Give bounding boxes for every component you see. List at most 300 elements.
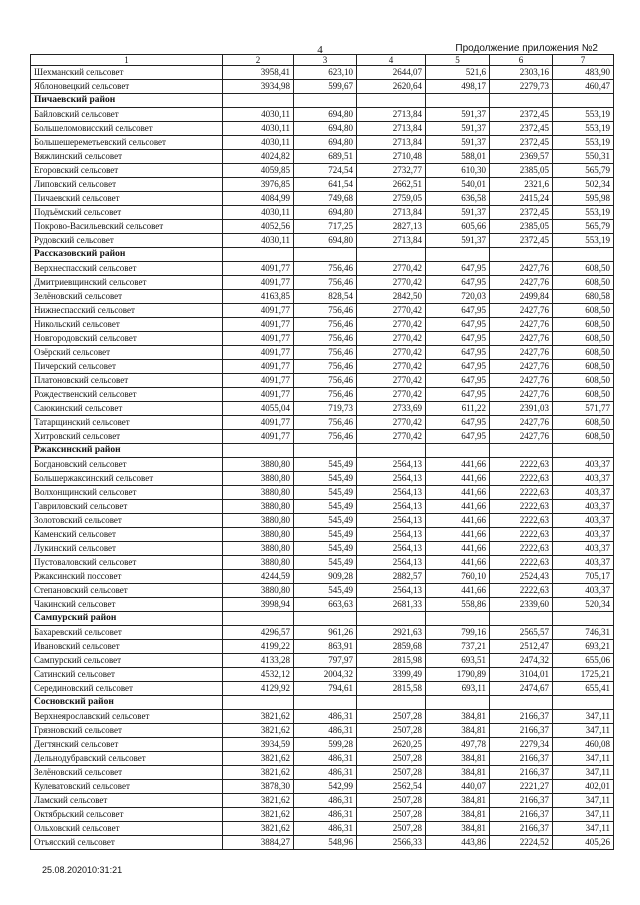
value-cell: 4030,11 xyxy=(223,206,294,220)
value-cell: 2222,63 xyxy=(490,472,553,486)
table-body xyxy=(31,66,614,850)
value-cell: 347,11 xyxy=(553,766,614,780)
empty-cell xyxy=(294,696,357,710)
empty-cell xyxy=(553,612,614,626)
settlement-name: Новгородовский сельсовет xyxy=(31,332,223,346)
value-cell: 2859,68 xyxy=(357,640,426,654)
value-cell: 605,66 xyxy=(426,220,490,234)
empty-cell xyxy=(357,444,426,458)
value-cell: 647,95 xyxy=(426,430,490,444)
value-cell: 2222,63 xyxy=(490,514,553,528)
value-cell: 2372,45 xyxy=(490,108,553,122)
empty-cell xyxy=(294,444,357,458)
value-cell: 2221,27 xyxy=(490,780,553,794)
table-row xyxy=(31,542,614,556)
table-row xyxy=(31,346,614,360)
value-cell: 502,34 xyxy=(553,178,614,192)
settlement-name: Ржаксинский поссовет xyxy=(31,570,223,584)
value-cell: 694,80 xyxy=(294,234,357,248)
value-cell: 2427,76 xyxy=(490,416,553,430)
value-cell: 3958,41 xyxy=(223,66,294,80)
empty-cell xyxy=(553,94,614,108)
empty-cell xyxy=(223,444,294,458)
value-cell: 441,66 xyxy=(426,584,490,598)
value-cell: 2842,50 xyxy=(357,290,426,304)
value-cell: 2427,76 xyxy=(490,388,553,402)
value-cell: 591,37 xyxy=(426,122,490,136)
value-cell: 545,49 xyxy=(294,472,357,486)
table-row xyxy=(31,402,614,416)
settlement-name: Бахаревский сельсовет xyxy=(31,626,223,640)
value-cell: 680,58 xyxy=(553,290,614,304)
value-cell: 2815,58 xyxy=(357,682,426,696)
footer-timestamp: 25.08.202010:31:21 xyxy=(42,865,123,875)
value-cell: 756,46 xyxy=(294,416,357,430)
table-row xyxy=(31,388,614,402)
value-cell: 756,46 xyxy=(294,332,357,346)
value-cell: 608,50 xyxy=(553,346,614,360)
value-cell: 2415,24 xyxy=(490,192,553,206)
value-cell: 2507,28 xyxy=(357,710,426,724)
value-cell: 961,26 xyxy=(294,626,357,640)
value-cell: 483,90 xyxy=(553,66,614,80)
value-cell: 558,86 xyxy=(426,598,490,612)
value-cell: 565,79 xyxy=(553,220,614,234)
value-cell: 4091,77 xyxy=(223,360,294,374)
settlement-name: Золотовский сельсовет xyxy=(31,514,223,528)
value-cell: 520,34 xyxy=(553,598,614,612)
value-cell: 2222,63 xyxy=(490,584,553,598)
value-cell: 486,31 xyxy=(294,710,357,724)
value-cell: 608,50 xyxy=(553,332,614,346)
value-cell: 694,80 xyxy=(294,108,357,122)
value-cell: 2222,63 xyxy=(490,556,553,570)
value-cell: 647,95 xyxy=(426,276,490,290)
value-cell: 2507,28 xyxy=(357,794,426,808)
column-header: 1 xyxy=(31,55,223,66)
table-row xyxy=(31,514,614,528)
tariff-table xyxy=(30,54,614,850)
value-cell: 647,95 xyxy=(426,416,490,430)
value-cell: 4199,22 xyxy=(223,640,294,654)
value-cell: 647,95 xyxy=(426,332,490,346)
empty-cell xyxy=(490,444,553,458)
value-cell: 4532,12 xyxy=(223,668,294,682)
table-row xyxy=(31,136,614,150)
value-cell: 694,80 xyxy=(294,206,357,220)
column-header: 4 xyxy=(357,55,426,66)
value-cell: 3934,98 xyxy=(223,80,294,94)
value-cell: 760,10 xyxy=(426,570,490,584)
settlement-name: Октябрьский сельсовет xyxy=(31,808,223,822)
settlement-name: Дегтянский сельсовет xyxy=(31,738,223,752)
value-cell: 2372,45 xyxy=(490,122,553,136)
value-cell: 719,73 xyxy=(294,402,357,416)
value-cell: 693,21 xyxy=(553,640,614,654)
value-cell: 403,37 xyxy=(553,584,614,598)
settlement-name: Дельнодубравский сельсовет xyxy=(31,752,223,766)
empty-cell xyxy=(357,696,426,710)
value-cell: 545,49 xyxy=(294,486,357,500)
settlement-name: Пичерский сельсовет xyxy=(31,360,223,374)
settlement-name: Байловский сельсовет xyxy=(31,108,223,122)
value-cell: 2474,67 xyxy=(490,682,553,696)
settlement-name: Шехманский сельсовет xyxy=(31,66,223,80)
value-cell: 2770,42 xyxy=(357,332,426,346)
value-cell: 2499,84 xyxy=(490,290,553,304)
empty-cell xyxy=(553,696,614,710)
value-cell: 647,95 xyxy=(426,388,490,402)
value-cell: 2279,34 xyxy=(490,738,553,752)
value-cell: 4030,11 xyxy=(223,136,294,150)
value-cell: 689,51 xyxy=(294,150,357,164)
value-cell: 2427,76 xyxy=(490,262,553,276)
value-cell: 460,08 xyxy=(553,738,614,752)
settlement-name: Подъёмский сельсовет xyxy=(31,206,223,220)
table-row xyxy=(31,682,614,696)
value-cell: 545,49 xyxy=(294,542,357,556)
value-cell: 384,81 xyxy=(426,766,490,780)
value-cell: 403,37 xyxy=(553,528,614,542)
value-cell: 595,98 xyxy=(553,192,614,206)
district-header-row xyxy=(31,612,614,626)
value-cell: 441,66 xyxy=(426,500,490,514)
value-cell: 486,31 xyxy=(294,752,357,766)
value-cell: 571,77 xyxy=(553,402,614,416)
value-cell: 2222,63 xyxy=(490,528,553,542)
district-header-row xyxy=(31,248,614,262)
value-cell: 2369,57 xyxy=(490,150,553,164)
settlement-name: Никольский сельсовет xyxy=(31,318,223,332)
value-cell: 545,49 xyxy=(294,500,357,514)
table-row xyxy=(31,752,614,766)
value-cell: 2921,63 xyxy=(357,626,426,640)
empty-cell xyxy=(426,94,490,108)
value-cell: 521,6 xyxy=(426,66,490,80)
empty-cell xyxy=(357,248,426,262)
value-cell: 608,50 xyxy=(553,318,614,332)
value-cell: 441,66 xyxy=(426,514,490,528)
value-cell: 2166,37 xyxy=(490,766,553,780)
value-cell: 693,51 xyxy=(426,654,490,668)
value-cell: 3934,59 xyxy=(223,738,294,752)
empty-cell xyxy=(426,248,490,262)
value-cell: 4030,11 xyxy=(223,108,294,122)
settlement-name: Богдановский сельсовет xyxy=(31,458,223,472)
value-cell: 403,37 xyxy=(553,458,614,472)
district-header-row xyxy=(31,444,614,458)
value-cell: 3880,80 xyxy=(223,500,294,514)
value-cell: 828,54 xyxy=(294,290,357,304)
value-cell: 2564,13 xyxy=(357,472,426,486)
value-cell: 2512,47 xyxy=(490,640,553,654)
value-cell: 647,95 xyxy=(426,360,490,374)
value-cell: 384,81 xyxy=(426,808,490,822)
settlement-name: Татарщинский сельсовет xyxy=(31,416,223,430)
settlement-name: Липовский сельсовет xyxy=(31,178,223,192)
value-cell: 611,22 xyxy=(426,402,490,416)
value-cell: 655,06 xyxy=(553,654,614,668)
value-cell: 4024,82 xyxy=(223,150,294,164)
value-cell: 717,25 xyxy=(294,220,357,234)
settlement-name: Степановский сельсовет xyxy=(31,584,223,598)
settlement-name: Волхонщинский сельсовет xyxy=(31,486,223,500)
value-cell: 720,03 xyxy=(426,290,490,304)
value-cell: 545,49 xyxy=(294,514,357,528)
value-cell: 486,31 xyxy=(294,808,357,822)
empty-cell xyxy=(223,696,294,710)
value-cell: 2564,13 xyxy=(357,556,426,570)
value-cell: 4091,77 xyxy=(223,346,294,360)
value-cell: 863,91 xyxy=(294,640,357,654)
value-cell: 3880,80 xyxy=(223,542,294,556)
value-cell: 403,37 xyxy=(553,542,614,556)
value-cell: 608,50 xyxy=(553,276,614,290)
value-cell: 2166,37 xyxy=(490,822,553,836)
value-cell: 403,37 xyxy=(553,556,614,570)
table-row xyxy=(31,808,614,822)
table-row xyxy=(31,780,614,794)
value-cell: 2770,42 xyxy=(357,276,426,290)
value-cell: 3821,62 xyxy=(223,808,294,822)
settlement-name: Нижнеспасский сельсовет xyxy=(31,304,223,318)
value-cell: 799,16 xyxy=(426,626,490,640)
value-cell: 548,96 xyxy=(294,836,357,850)
district-header-row xyxy=(31,94,614,108)
value-cell: 2620,25 xyxy=(357,738,426,752)
value-cell: 647,95 xyxy=(426,304,490,318)
value-cell: 623,10 xyxy=(294,66,357,80)
district-name: Сосновский район xyxy=(31,696,223,710)
value-cell: 756,46 xyxy=(294,346,357,360)
settlement-name: Верхнеспасский сельсовет xyxy=(31,262,223,276)
settlement-name: Лукинский сельсовет xyxy=(31,542,223,556)
value-cell: 647,95 xyxy=(426,374,490,388)
value-cell: 4091,77 xyxy=(223,416,294,430)
value-cell: 4163,85 xyxy=(223,290,294,304)
value-cell: 4030,11 xyxy=(223,122,294,136)
settlement-name: Зелёновский сельсовет xyxy=(31,766,223,780)
value-cell: 2770,42 xyxy=(357,262,426,276)
table-row xyxy=(31,206,614,220)
value-cell: 3880,80 xyxy=(223,472,294,486)
value-cell: 553,19 xyxy=(553,136,614,150)
table-row xyxy=(31,374,614,388)
value-cell: 2321,6 xyxy=(490,178,553,192)
table-row xyxy=(31,584,614,598)
value-cell: 2759,05 xyxy=(357,192,426,206)
value-cell: 2391,03 xyxy=(490,402,553,416)
table-row xyxy=(31,304,614,318)
value-cell: 4091,77 xyxy=(223,374,294,388)
value-cell: 2385,05 xyxy=(490,220,553,234)
value-cell: 440,07 xyxy=(426,780,490,794)
settlement-name: Хитровский сельсовет xyxy=(31,430,223,444)
value-cell: 599,67 xyxy=(294,80,357,94)
empty-cell xyxy=(357,94,426,108)
settlement-name: Большержаксинский сельсовет xyxy=(31,472,223,486)
value-cell: 2565,57 xyxy=(490,626,553,640)
table-row xyxy=(31,164,614,178)
value-cell: 4133,28 xyxy=(223,654,294,668)
value-cell: 4091,77 xyxy=(223,388,294,402)
value-cell: 2427,76 xyxy=(490,276,553,290)
district-name: Ржаксинский район xyxy=(31,444,223,458)
value-cell: 3399,49 xyxy=(357,668,426,682)
value-cell: 2770,42 xyxy=(357,318,426,332)
value-cell: 403,37 xyxy=(553,472,614,486)
value-cell: 2620,64 xyxy=(357,80,426,94)
value-cell: 2166,37 xyxy=(490,710,553,724)
value-cell: 550,31 xyxy=(553,150,614,164)
value-cell: 4244,59 xyxy=(223,570,294,584)
value-cell: 756,46 xyxy=(294,360,357,374)
value-cell: 3880,80 xyxy=(223,486,294,500)
value-cell: 2224,52 xyxy=(490,836,553,850)
value-cell: 553,19 xyxy=(553,108,614,122)
value-cell: 497,78 xyxy=(426,738,490,752)
value-cell: 441,66 xyxy=(426,486,490,500)
empty-cell xyxy=(294,94,357,108)
value-cell: 2507,28 xyxy=(357,822,426,836)
table-row xyxy=(31,108,614,122)
value-cell: 3821,62 xyxy=(223,766,294,780)
table-row xyxy=(31,724,614,738)
value-cell: 2770,42 xyxy=(357,430,426,444)
value-cell: 705,17 xyxy=(553,570,614,584)
value-cell: 2166,37 xyxy=(490,794,553,808)
value-cell: 610,30 xyxy=(426,164,490,178)
value-cell: 486,31 xyxy=(294,724,357,738)
settlement-name: Ольховский сельсовет xyxy=(31,822,223,836)
value-cell: 384,81 xyxy=(426,752,490,766)
value-cell: 3880,80 xyxy=(223,458,294,472)
value-cell: 2279,73 xyxy=(490,80,553,94)
value-cell: 3878,30 xyxy=(223,780,294,794)
value-cell: 4091,77 xyxy=(223,430,294,444)
value-cell: 2166,37 xyxy=(490,808,553,822)
empty-cell xyxy=(223,94,294,108)
value-cell: 2564,13 xyxy=(357,486,426,500)
settlement-name: Озёрский сельсовет xyxy=(31,346,223,360)
value-cell: 2339,60 xyxy=(490,598,553,612)
value-cell: 1725,21 xyxy=(553,668,614,682)
empty-cell xyxy=(490,248,553,262)
value-cell: 4055,04 xyxy=(223,402,294,416)
value-cell: 647,95 xyxy=(426,318,490,332)
table-row xyxy=(31,192,614,206)
value-cell: 591,37 xyxy=(426,108,490,122)
table-row xyxy=(31,794,614,808)
value-cell: 2507,28 xyxy=(357,752,426,766)
table-row xyxy=(31,276,614,290)
table-row xyxy=(31,654,614,668)
value-cell: 756,46 xyxy=(294,276,357,290)
settlement-name: Гавриловский сельсовет xyxy=(31,500,223,514)
value-cell: 2564,13 xyxy=(357,542,426,556)
value-cell: 2562,54 xyxy=(357,780,426,794)
value-cell: 694,80 xyxy=(294,122,357,136)
table-row xyxy=(31,528,614,542)
value-cell: 384,81 xyxy=(426,710,490,724)
value-cell: 441,66 xyxy=(426,528,490,542)
value-cell: 756,46 xyxy=(294,388,357,402)
value-cell: 2713,84 xyxy=(357,234,426,248)
value-cell: 641,54 xyxy=(294,178,357,192)
column-header: 6 xyxy=(490,55,553,66)
value-cell: 756,46 xyxy=(294,318,357,332)
value-cell: 443,86 xyxy=(426,836,490,850)
value-cell: 2681,33 xyxy=(357,598,426,612)
value-cell: 2427,76 xyxy=(490,360,553,374)
value-cell: 2372,45 xyxy=(490,136,553,150)
value-cell: 2427,76 xyxy=(490,374,553,388)
table-row xyxy=(31,220,614,234)
value-cell: 3880,80 xyxy=(223,556,294,570)
value-cell: 3821,62 xyxy=(223,724,294,738)
table-row xyxy=(31,766,614,780)
value-cell: 553,19 xyxy=(553,122,614,136)
table-row xyxy=(31,556,614,570)
value-cell: 2385,05 xyxy=(490,164,553,178)
value-cell: 3880,80 xyxy=(223,528,294,542)
table-row xyxy=(31,640,614,654)
table-row xyxy=(31,318,614,332)
settlement-name: Ламский сельсовет xyxy=(31,794,223,808)
value-cell: 405,26 xyxy=(553,836,614,850)
value-cell: 3104,01 xyxy=(490,668,553,682)
value-cell: 2713,84 xyxy=(357,122,426,136)
value-cell: 545,49 xyxy=(294,528,357,542)
value-cell: 3880,80 xyxy=(223,514,294,528)
value-cell: 2564,13 xyxy=(357,584,426,598)
table-row xyxy=(31,80,614,94)
value-cell: 2733,69 xyxy=(357,402,426,416)
table-row xyxy=(31,234,614,248)
district-header-row xyxy=(31,696,614,710)
value-cell: 694,80 xyxy=(294,136,357,150)
value-cell: 2166,37 xyxy=(490,724,553,738)
settlement-name: Покрово-Васильевский сельсовет xyxy=(31,220,223,234)
district-name: Пичаевский район xyxy=(31,94,223,108)
value-cell: 4059,85 xyxy=(223,164,294,178)
table-row xyxy=(31,458,614,472)
value-cell: 2770,42 xyxy=(357,388,426,402)
table-row xyxy=(31,360,614,374)
empty-cell xyxy=(553,248,614,262)
value-cell: 553,19 xyxy=(553,234,614,248)
table-row xyxy=(31,178,614,192)
value-cell: 3821,62 xyxy=(223,710,294,724)
value-cell: 486,31 xyxy=(294,822,357,836)
value-cell: 749,68 xyxy=(294,192,357,206)
value-cell: 608,50 xyxy=(553,374,614,388)
settlement-name: Серединовский сельсовет xyxy=(31,682,223,696)
value-cell: 2222,63 xyxy=(490,542,553,556)
empty-cell xyxy=(294,248,357,262)
value-cell: 2713,84 xyxy=(357,136,426,150)
table-row xyxy=(31,822,614,836)
empty-cell xyxy=(490,612,553,626)
value-cell: 2427,76 xyxy=(490,332,553,346)
value-cell: 4091,77 xyxy=(223,276,294,290)
value-cell: 2303,16 xyxy=(490,66,553,80)
value-cell: 636,58 xyxy=(426,192,490,206)
value-cell: 608,50 xyxy=(553,416,614,430)
value-cell: 2770,42 xyxy=(357,416,426,430)
value-cell: 756,46 xyxy=(294,374,357,388)
value-cell: 3884,27 xyxy=(223,836,294,850)
